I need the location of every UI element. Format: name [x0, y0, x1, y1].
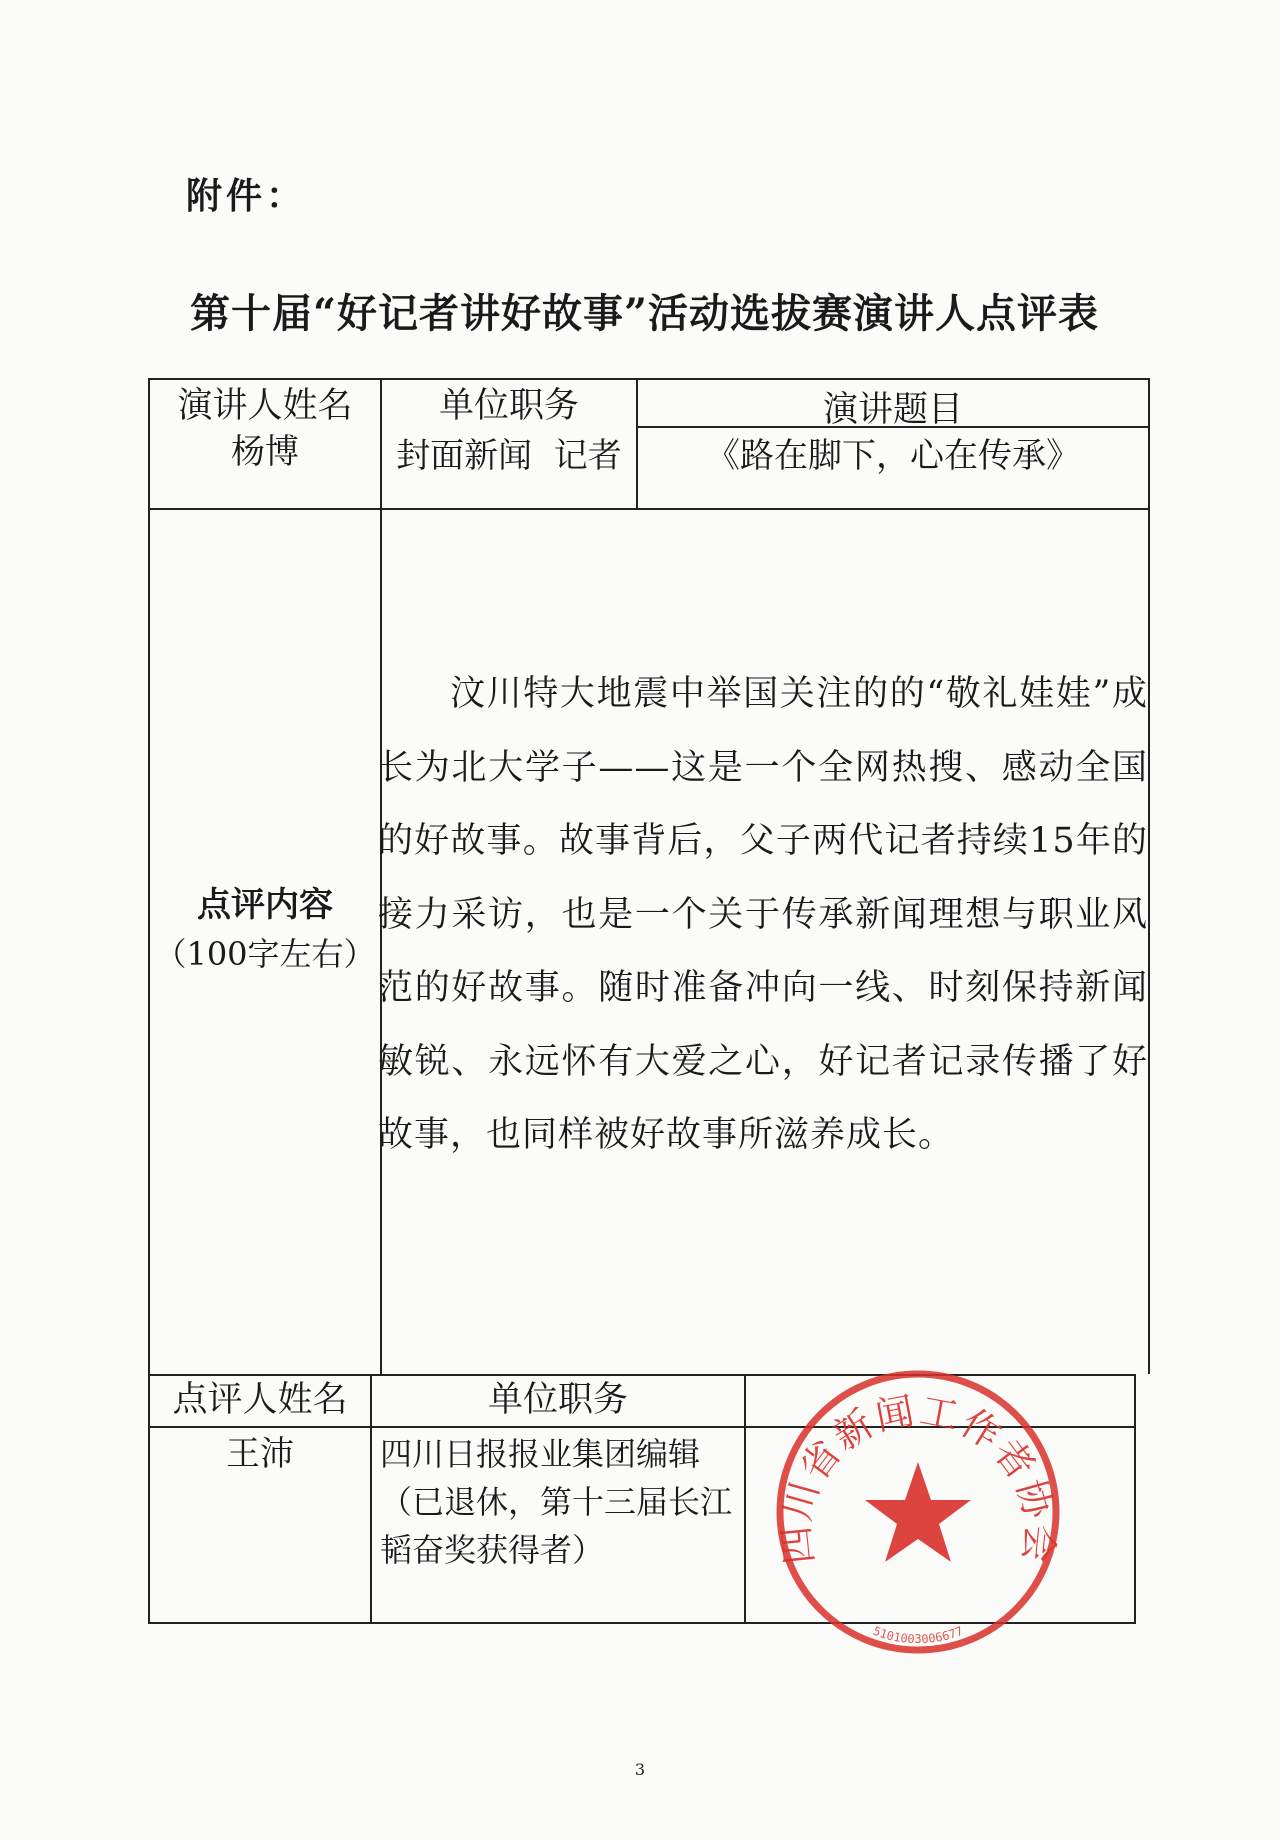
speaker-name: 杨博: [231, 432, 299, 472]
table-border-right: [1148, 378, 1150, 1374]
seal-number: 5101003006677: [871, 1623, 965, 1647]
attachment-label: 附件：: [186, 176, 307, 217]
table-line-reviewer-col2: [744, 1374, 746, 1624]
official-seal-icon: [768, 1362, 1068, 1662]
header-reviewer-name: 点评人姓名: [172, 1380, 348, 1420]
seal-text: 四川省新闻工作者协会: [773, 1388, 1063, 1567]
reviewer-name: 王沛: [226, 1434, 294, 1474]
page-title: 第十届“好记者讲好故事”活动选拔赛演讲人点评表: [190, 290, 1100, 337]
speech-topic: 《路在脚下，心在传承》: [706, 436, 1080, 476]
reviewer-position: 四川日报报业集团编辑（已退休，第十三届长江韬奋奖获得者）: [380, 1435, 733, 1569]
table-line-speaker-bottom: [148, 508, 1150, 510]
comment-label-block: [150, 880, 380, 978]
speaker-position: 封面新闻 记者: [396, 436, 622, 476]
page-number: 3: [634, 1760, 646, 1779]
header-speech-topic: 演讲题目: [822, 390, 963, 430]
table-border-top: [148, 378, 1150, 380]
header-reviewer-position: 单位职务: [487, 1380, 628, 1420]
header-speaker-position: 单位职务: [438, 386, 579, 426]
comment-label: 点评内容: [197, 885, 333, 925]
comment-text: 汶川特大地震中举国关注的的“敬礼娃娃”成长为北大学子——这是一个全网热搜、感动全国的好故事。故事背后，父子两代记者持续15年的接力采访，也是一个关于传承新闻理想与职业风范的好故事。随时准备冲向一线、时刻保持新闻敏锐、永远怀有大爱之心，好记者记录传播了好故事，也同样被好故事所滋养成长。: [378, 674, 1148, 1155]
header-speaker-name: 演讲人姓名: [177, 386, 353, 426]
comment-sublabel: （100字左右）: [154, 935, 376, 973]
table-border-right-lower: [1134, 1374, 1136, 1624]
